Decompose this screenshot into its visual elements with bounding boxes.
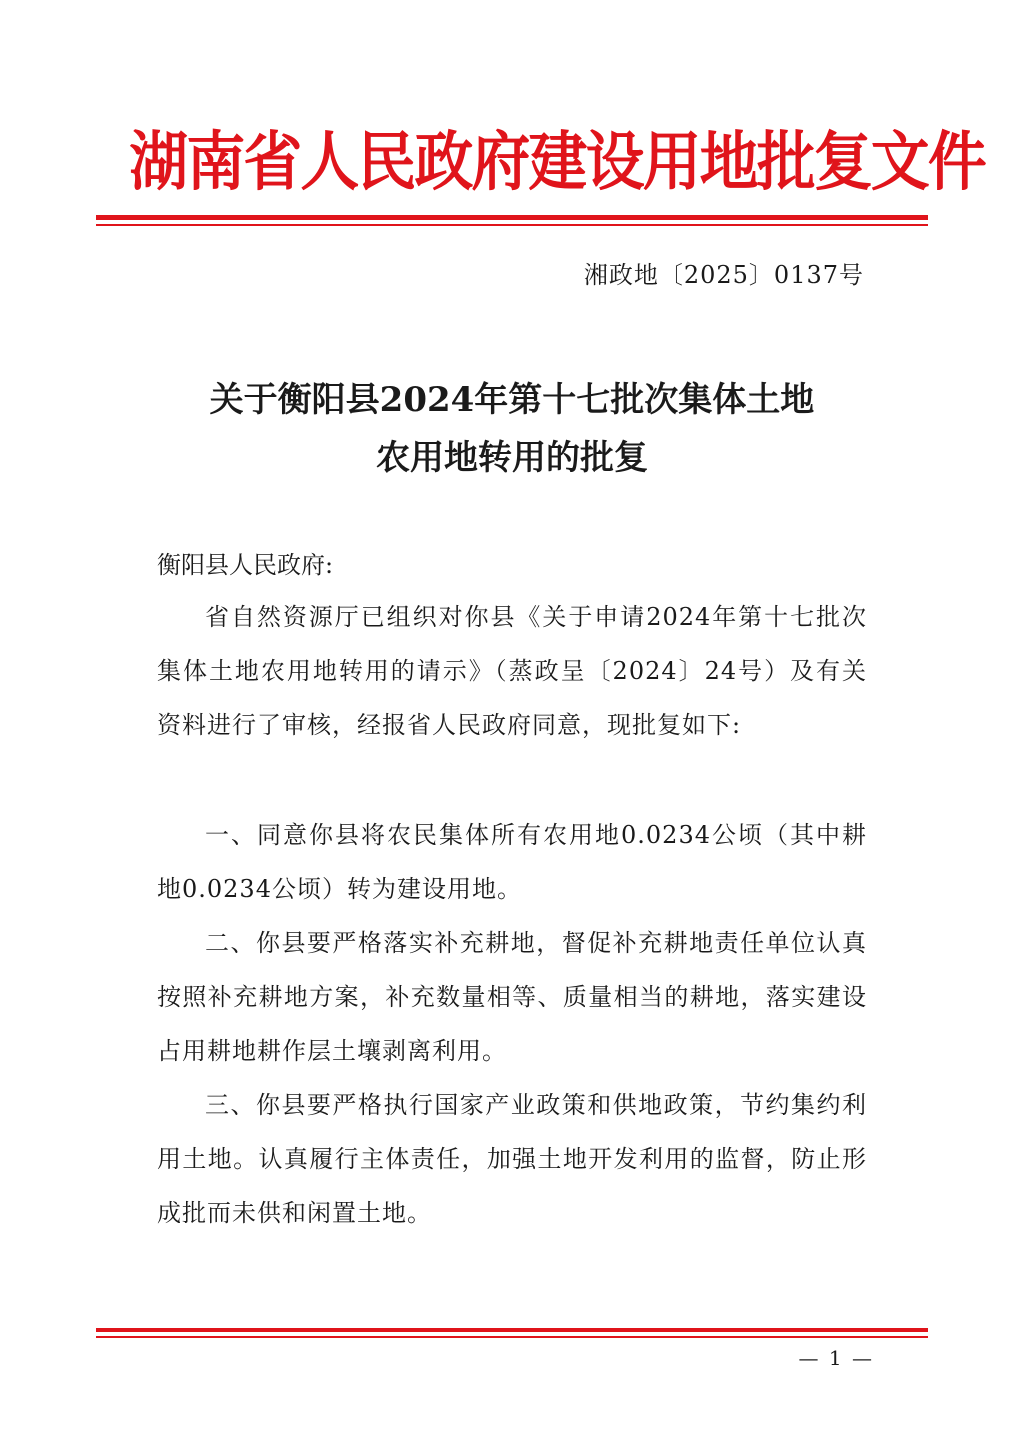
document-number: 湘政地〔2025〕0137号: [583, 261, 864, 289]
paragraph-intro: 省自然资源厅已组织对你县《关于申请2024年第十七批次集体土地农用地转用的请示》（蒸政呈〔2024〕24号）及有关资料进行了审核，经报省人民政府同意，现批复如下:: [157, 603, 867, 739]
header-divider-thin: [96, 224, 928, 226]
paragraph-item-1: 一、同意你县将农民集体所有农用地0.0234公顷（其中耕地0.0234公顷）转为建设用地。: [157, 821, 867, 903]
document-title-line-1: 关于衡阳县2024年第十七批次集体土地: [209, 380, 815, 420]
document-header-title: 湖南省人民政府建设用地批复文件: [129, 126, 985, 200]
footer-divider-thick: [96, 1328, 928, 1332]
paragraph-item-3: 三、你县要严格执行国家产业政策和供地政策，节约集约利用土地。认真履行主体责任，加强土地开发利用的监督，防止形成批而未供和闲置土地。: [157, 1091, 867, 1227]
header-divider-thick: [96, 215, 928, 220]
paragraph-item-2: 二、你县要严格落实补充耕地，督促补充耕地责任单位认真按照补充耕地方案，补充数量相等、质量相当的耕地，落实建设占用耕地耕作层土壤剥离利用。: [157, 929, 867, 1065]
document-title-line-2: 农用地转用的批复: [376, 438, 648, 478]
footer-divider-thin: [96, 1336, 928, 1338]
page-number: — 1 —: [798, 1346, 874, 1370]
recipient: 衡阳县人民政府:: [157, 551, 334, 579]
